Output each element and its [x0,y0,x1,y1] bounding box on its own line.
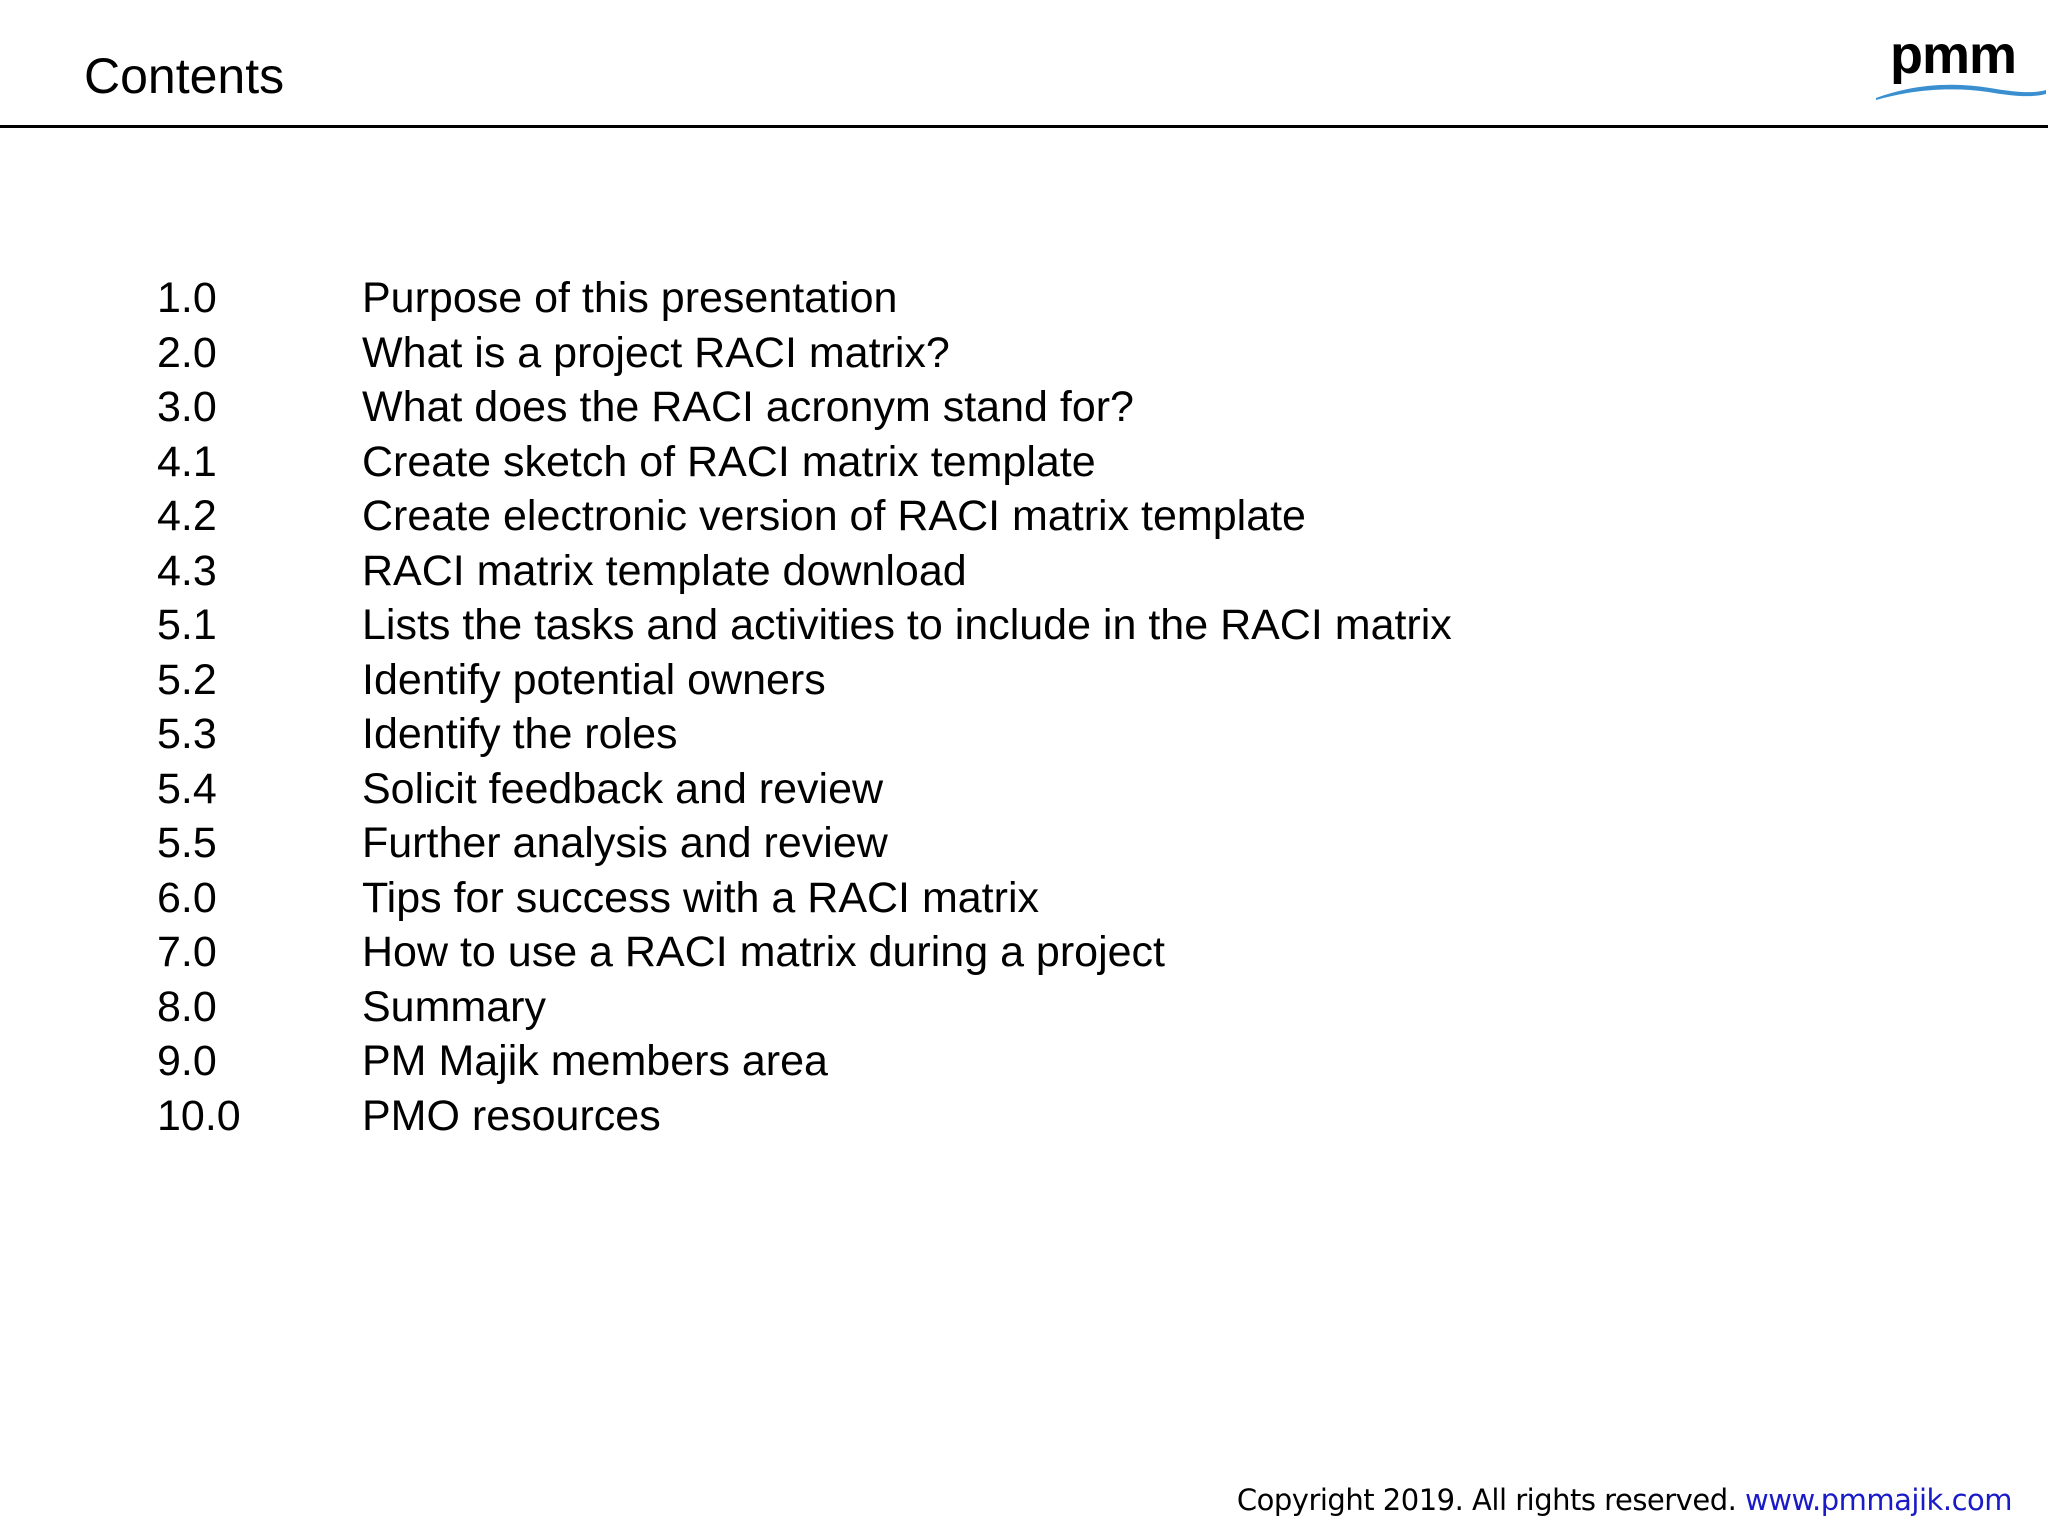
toc-item [157,489,1452,544]
toc-item-title: Identify the roles [362,710,678,759]
toc-item [157,653,1452,708]
toc-item-title: Identify potential owners [362,655,826,704]
toc-item [157,707,1452,762]
toc-item [157,1034,1452,1089]
toc-item-title: Lists the tasks and activities to include in the RACI matrix [362,601,1452,650]
toc-item-title: Create electronic version of RACI matrix template [362,492,1306,541]
toc-item-number: 5.3 [157,710,217,759]
toc-item-title: RACI matrix template download [362,546,967,595]
toc-item-title: Solicit feedback and review [362,764,884,813]
toc-item-title: What does the RACI acronym stand for? [362,383,1134,432]
toc-item-title: Create sketch of RACI matrix template [362,437,1096,486]
toc-item-number: 5.1 [157,601,217,650]
toc-item [157,598,1452,653]
toc-item-number: 5.4 [157,764,217,813]
toc-item-number: 7.0 [157,928,217,977]
toc-item [157,271,1452,326]
toc-item-number: 4.1 [157,437,217,486]
toc-item [157,871,1452,926]
toc-item-title: How to use a RACI matrix during a project [362,928,1165,977]
toc-item-number: 6.0 [157,873,217,922]
toc-item [157,435,1452,490]
toc-item-title: PM Majik members area [362,1037,828,1086]
toc-item-number: 5.2 [157,655,217,704]
toc-item-number: 4.3 [157,546,217,595]
page-title: Contents [84,48,285,104]
toc-item-number: 4.2 [157,492,217,541]
copyright-text: Copyright 2019. All rights reserved. [1236,1483,1746,1517]
toc-item-title: Purpose of this presentation [362,274,898,323]
wave-icon [1874,78,2048,102]
toc-item-title: Summary [362,982,546,1031]
toc-item-title: Further analysis and review [362,819,888,868]
toc-item [157,1089,1452,1144]
logo-text: pmm [1890,25,2017,85]
toc-item [157,326,1452,381]
toc-item [157,980,1452,1035]
toc-item-number: 8.0 [157,982,217,1031]
footer [1237,1482,2012,1518]
header-divider [0,125,2048,128]
toc-item-title: What is a project RACI matrix? [362,328,950,377]
toc-item [157,544,1452,599]
toc-item-number: 2.0 [157,328,217,377]
pmm-logo [1874,25,2048,108]
toc-item-number: 5.5 [157,819,217,868]
toc-item-number: 1.0 [157,274,217,323]
toc-item-number: 10.0 [157,1091,241,1140]
website-link[interactable]: www.pmmajik.com [1745,1483,2012,1517]
toc-item-title: Tips for success with a RACI matrix [362,873,1039,922]
toc-item-number: 3.0 [157,383,217,432]
toc-item [157,925,1452,980]
toc-item-title: PMO resources [362,1091,661,1140]
toc-item [157,762,1452,817]
toc-item [157,816,1452,871]
table-of-contents [157,271,1452,1143]
toc-item-number: 9.0 [157,1037,217,1086]
toc-item [157,380,1452,435]
